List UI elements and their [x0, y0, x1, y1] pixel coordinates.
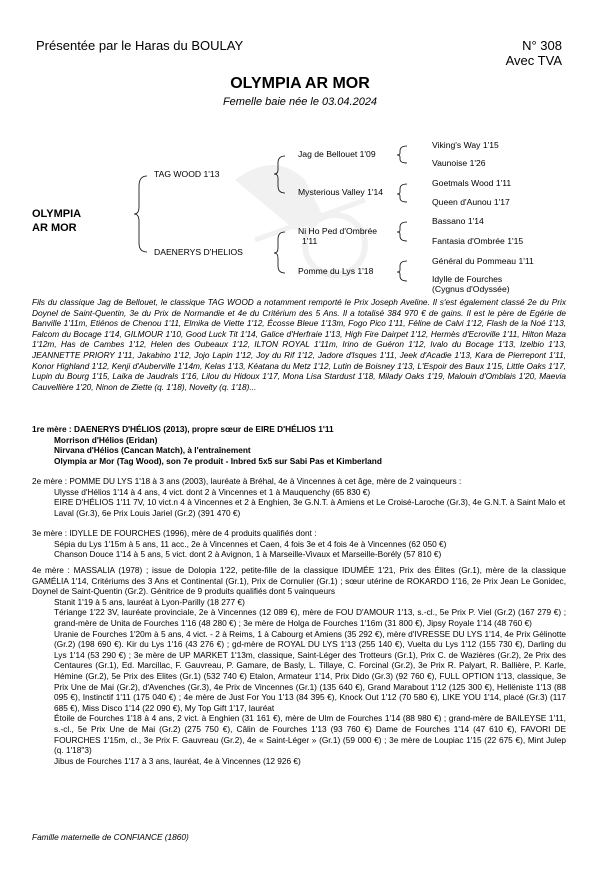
tva-label: Avec TVA	[505, 53, 562, 68]
pedigree-g7: Général du Pommeau 1'11	[432, 256, 534, 266]
mere1-line: Olympia ar Mor (Tag Wood), son 7e produit - Inbred 5x5 sur Sabi Pas et Kimberland	[54, 455, 382, 466]
mere3-section	[32, 528, 566, 560]
pedigree-dam-sire-name: Ni Ho Ped d'Ombrée	[298, 226, 378, 236]
pedigree-dam-sire	[298, 226, 377, 246]
horse-name-line2: AR MOR	[32, 222, 77, 234]
mere4-section	[32, 565, 566, 766]
horse-name	[32, 207, 81, 235]
pedigree-dam-dam: Pomme du Lys 1'18	[298, 266, 374, 276]
maternal-family: Famille maternelle de CONFIANCE (1860)	[32, 832, 189, 842]
pedigree-sire: TAG WOOD 1'13	[154, 169, 220, 179]
mere1-line: Morrison d'Hélios (Eridan)	[54, 434, 158, 445]
mere2-line: Ulysse d'Hélios 1'14 à 4 ans, 4 vict. dont 2 à Vincennes et 1 à Mauquenchy (65 830 €)	[54, 486, 371, 497]
mere1-section	[32, 424, 566, 466]
mere1-heading: 1re mère : DAENERYS D'HÉLIOS (2013), propre sœur de EIRE D'HÉLIOS 1'11	[32, 424, 334, 434]
pedigree-dam: DAENERYS D'HELIOS	[154, 247, 243, 257]
mere2-line: EIRE D'HÉLIOS 1'11 7V, 10 vict.n 4 à Vincennes et 2 à Enghien, 3e G.N.T. à Amiens et Le Croisé-Laroche (Gr.3), 4e G.N.T. à Saint Malo et Laval (Gr.3), 6e Prix Louis Jariel (Gr.2) (391 470 €)	[54, 497, 566, 518]
mere3-line: Chanson Douce 1'14 à 5 ans, 5 vict. dont 2 à Avignon, 1 à Marseille-Vivaux et Marseille-Borély (57 810 €)	[54, 549, 442, 560]
pedigree-g5: Bassano 1'14	[432, 216, 484, 226]
pedigree-g8-name: Idylle de Fourches	[432, 274, 503, 284]
mere4-line: Stanit 1'19 à 5 ans, lauréat à Lyon-Parilly (18 277 €)	[54, 596, 245, 607]
pedigree-sire-sire: Jag de Bellouet 1'09	[298, 149, 376, 159]
mere4-line: Tériange 1'22 3V, lauréate provinciale, 2e à Vincennes (12 089 €), mère de FOU D'AMOUR 1'13, s.-cl., 5e Prix P. Viel (Gr.2) (167 279 €) ; grand-mère de Unita de Fourches 1'16 (48 280 €) ; 3e mère de Holga de Fourches 1'16m (31 800 €), Jipsy Royale 1'14 (48 760 €)	[54, 607, 566, 628]
horse-name-line1: OLYMPIA	[32, 208, 82, 220]
mere3-line: Sépia du Lys 1'15m à 5 ans, 11 acc., 2e à Vincennes et Caen, 4 fois 3e et 4 fois 4e à Vincennes (62 050 €)	[54, 538, 447, 549]
mere4-line: Étoile de Fourches 1'18 à 4 ans, 2 vict. à Enghien (31 161 €), mère de Ulm de Fourches 1'14 (88 980 €) ; grand-mère de BAILEYSE 1'11, s.-cl., 5e Prix Une de Mai (Gr.2) (275 750 €), Câlin de Fourches 1'13 (93 760 €) Dame de Fourches 1'14 (47 610 €), FAVORI DE FOURCHES 1'15m, cl., 3e Prix F. Gauvreau (Gr.2), 4e « Saint-Léger » (Gr.1) (59 000 €) ; 3e mère de Loupiac 1'15 (22 675 €), Mint Julep (q. 1'18"3)	[54, 713, 566, 756]
mere4-heading: 4e mère : MASSALIA (1978) ; issue de Dolopia 1'22, petite-fille de la classique IDUMÉE 1'21, Prix des Élites (Gr.1), mère de la classique GAMÉLIA 1'14, Critériums des 3 Ans et Continental (Gr.1), Prix de Cornulier (Gr.1) ; sœur utérine de ROKARDO 1'16, 2e Prix Jean Le Gonidec, Doynel de Saint-Quentin (Gr.2). Génitrice de 9 produits qualifiés dont 5 vainqueurs	[32, 565, 566, 597]
mere3-heading: 3e mère : IDYLLE DE FOURCHES (1996), mère de 4 produits qualifiés dont :	[32, 528, 317, 538]
mere2-heading: 2e mère : POMME DU LYS 1'18 à 3 ans (2003), lauréate à Bréhal, 4e à Vincennes à cet âge, mère de 2 vainqueurs :	[32, 476, 462, 486]
presenter-text: Présentée par le Haras du BOULAY	[36, 38, 244, 53]
pedigree-g4: Queen d'Aunou 1'17	[432, 197, 510, 207]
mere2-section	[32, 476, 566, 518]
pedigree-g2: Vaunoise 1'26	[432, 158, 486, 168]
page-title: OLYMPIA AR MOR	[230, 75, 370, 92]
pedigree-g8-parent: (Cygnus d'Odyssée)	[432, 284, 510, 294]
sire-description: Fils du classique Jag de Bellouet, le classique TAG WOOD a notamment remporté le Prix Joseph Aveline. Il s'est également classé 2e du Prix Doynel de Saint-Quentin, 3e du Prix de Normandie et 4e du Critérium des 5 Ans. Il a totalisé 384 970 € de gains. Il est le père de Egérie de Banville 1'11m, Etiénos de Chenou 1'11, Elmika de Viette 1'12, Écosse Bleue 1'13m, Fogo Pico 1'11, Féline de Calvi 1'12, Flash de la Noé 1'13, Falcom du Bocage 1'14, GILMOUR 1'10, Good Luck Tit 1'14, Galice d'Herfraie 1'13, High Fire Dairpet 1'12, Hermès d'Ecroville 1'11, Hilton Maza 1'12m, Has de Cambes 1'12, Helen des Oubeaux 1'12, ILTON ROYAL 1'11m, Irino de Guéron 1'12, Ivalo du Bocage 1'13, Izelbio 1'13, JEANNETTE PRIORY 1'11, Jakabino 1'12, Jojo Lapin 1'12, Joy du Rif 1'12, Jadore d'Isques 1'11, Jeek d'Acadie 1'13, Kara de Pierrepont 1'11, Konor Highland 1'12, Kenji d'Auberville 1'14m, Kelas 1'13, Kéatana du Metz 1'12, Lutin de Boisney 1'13, L'Espoir des Baux 1'15, Little Oaks 1'17, Lupin du Bourg 1'15, Laika de Jaudrals 1'16, Lilou du Hidoux 1'17, Mona Lisa Stardust 1'18, Milady Oaks 1'19, Malouin d'Omblais 1'20, Maevia Cauvellière 1'20, Ninon de Ziette (q. 1'18), Novelty (q. 1'18)...	[32, 297, 566, 392]
pedigree-sire-dam: Mysterious Valley 1'14	[298, 187, 384, 197]
lot-number: N° 308	[522, 38, 562, 53]
mere4-line: Jibus de Fourches 1'17 à 3 ans, lauréat, 4e à Vincennes (12 926 €)	[54, 755, 301, 766]
mere1-line: Nirvana d'Hélios (Cancan Match), à l'entraînement	[54, 445, 251, 456]
pedigree-g6: Fantasia d'Ombrée 1'15	[432, 236, 524, 246]
pedigree-g8	[432, 274, 510, 294]
mere4-line: Uranie de Fourches 1'20m à 5 ans, 4 vict. - 2 à Reims, 1 à Cabourg et Amiens (35 292 €), mère d'IVRESSE DU LYS 1'14, 4e Prix Gélinotte (Gr.2) (198 690 €). Kir du Lys 1'16 (43 276 €) ; gd-mère de ROYAL DU LYS 1'13 (255 140 €), Vuelta du Lys 1'12 (155 730 €), Darling du Lys 1'14 (53 290 €) ; 3e mère de UP MARKET 1'13m, classique, Saint-Léger des Trotteurs (Gr.1), Prix C. de Wazières (Gr.2), 2e Prix des Centaures (Gr.1), Ed. Marcillac, F. Gauvreau, P. Gamare, de Basly, L. Tillaye, C. Forcinal (Gr.2), 3e Prix R. Palyart, R. Ballière, P. Karle, Hémine (Gr.2), 5e Prix des Elites (Gr.1) (532 740 €) Etalon, Armateur 1'14, Prix Dido (Gr.3) (92 760 €), FULL OPTION 1'13, classique, 3e Prix Une de Mai (Gr.2), d'Avenches (Gr.3), 4e Prix de Vincennes (Gr.1) (135 640 €), Grand Marabout 1'12 (125 300 €), Hellëniste 1'13 (88 095 €), Instinctif 1'11 (175 040 €) ; 4e mère de Just For You 1'13 (84 395 €), Knock Out 1'12 (70 580 €), LIKE YOU 1'14, placé (Gr.3) (117 685 €), Miss Disco 1'14 (22 090 €), My Top Gift 1'17, lauréat	[54, 628, 566, 713]
pedigree-dam-sire-time: 1'11	[302, 236, 318, 246]
pedigree-g1: Viking's Way 1'15	[432, 140, 499, 150]
page-subtitle: Femelle baie née le 03.04.2024	[222, 96, 378, 108]
pedigree-g3: Goetmals Wood 1'11	[432, 178, 512, 188]
